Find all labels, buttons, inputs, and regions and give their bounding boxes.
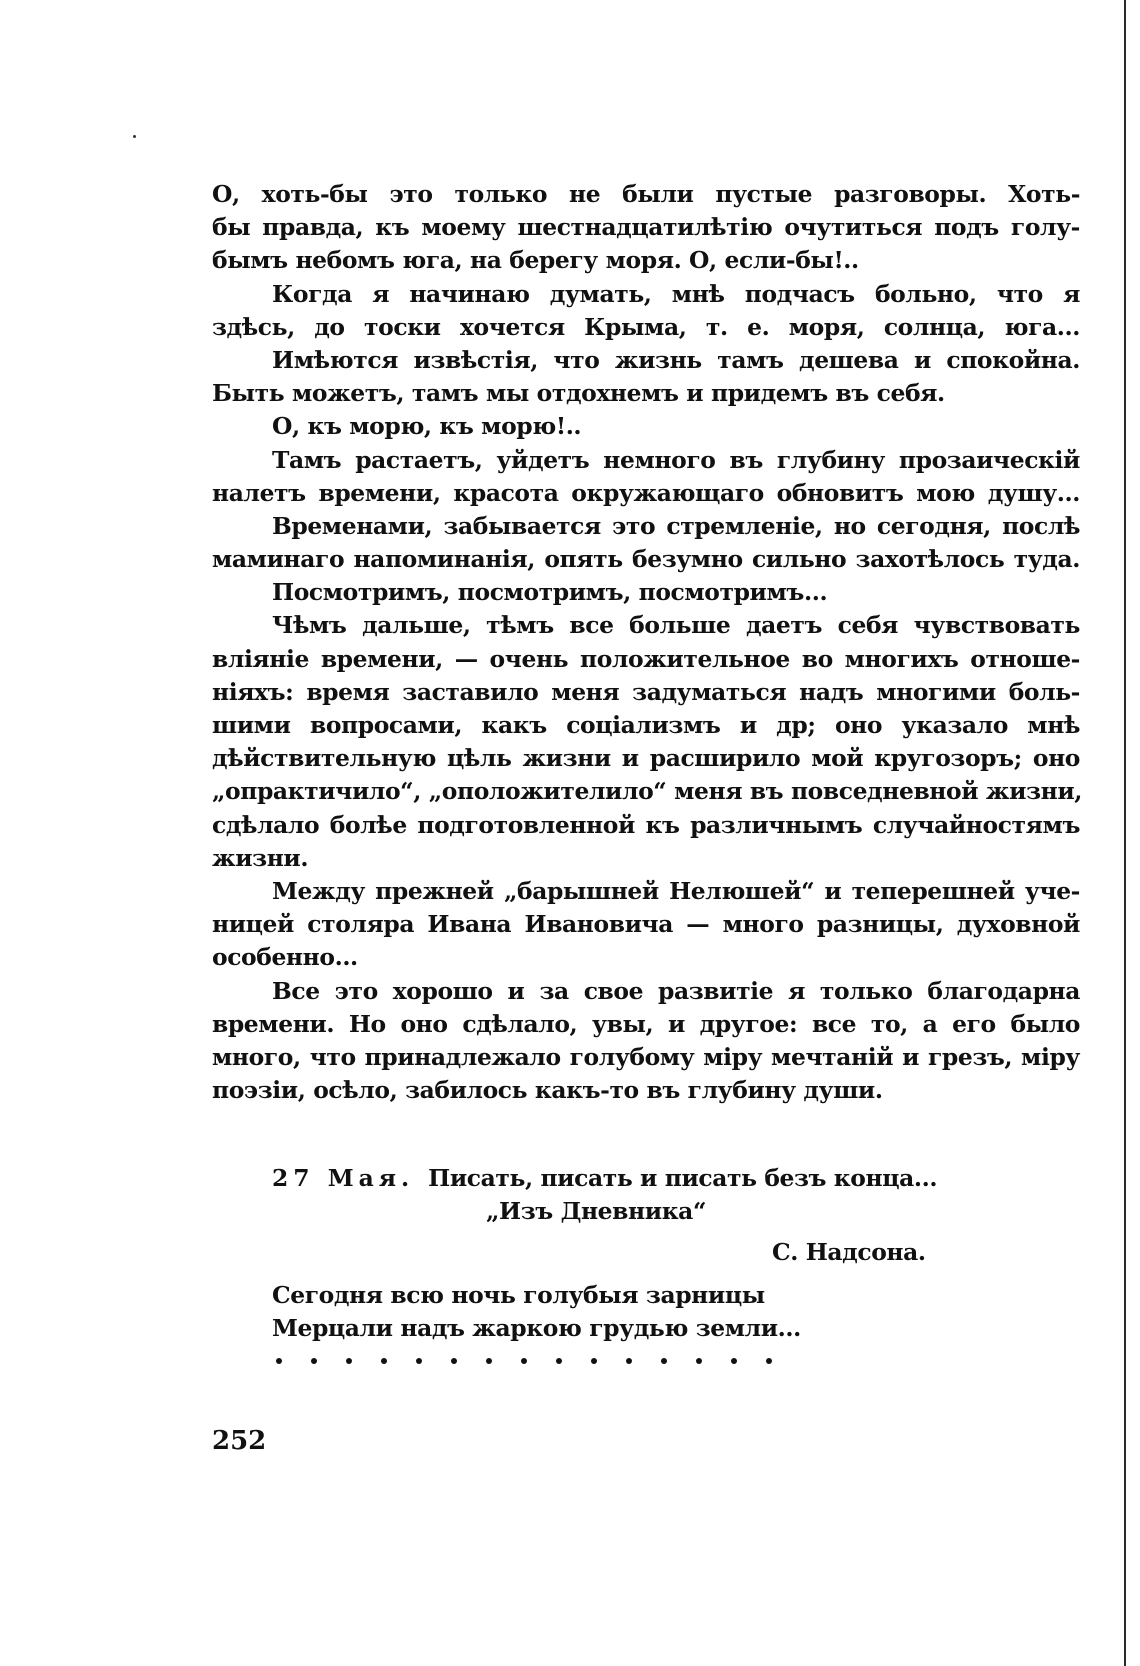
- body-line: времени. Но оно сдѣлало, увы, и другое: все то, а его было: [212, 1009, 1080, 1038]
- diary-entry: [272, 1162, 972, 1345]
- ellipsis-dot: [591, 1358, 597, 1364]
- body-line: налетъ времени, красота окружающаго обновитъ мою душу...: [212, 478, 1080, 507]
- ellipsis-dot: [451, 1358, 457, 1364]
- body-line: „опрактичило“, „оположителило“ меня въ повседневной жизни,: [212, 777, 1083, 806]
- body-line: Быть можетъ, тамъ мы отдохнемъ и придемъ въ себя.: [212, 379, 945, 408]
- ellipsis-dot: [311, 1358, 317, 1364]
- epigraph-title: „Изъ Дневника“: [486, 1197, 706, 1225]
- body-line: Все это хорошо и за свое развитіе я только благодарна: [272, 976, 1080, 1005]
- body-line: О, хоть-бы это только не были пустые разговоры. Хоть-: [212, 180, 1080, 208]
- page-number: 252: [212, 1426, 267, 1456]
- body-line: особенно...: [212, 943, 358, 972]
- scan-speck: [133, 135, 136, 138]
- body-line: маминаго напоминанія, опять безумно сильно захотѣлось туда.: [212, 545, 1080, 574]
- ellipsis-dot: [766, 1358, 772, 1364]
- ellipsis-dot: [696, 1358, 702, 1364]
- body-line: сдѣлало болѣе подготовленной къ различнымъ случайностямъ: [212, 810, 1080, 839]
- ellipsis-dot: [556, 1358, 562, 1364]
- ellipsis-dot: [381, 1358, 387, 1364]
- body-line: поэзіи, осѣло, забилось какъ-то въ глубину души.: [212, 1076, 883, 1105]
- body-line: Когда я начинаю думать, мнѣ подчасъ больно, что я: [272, 279, 1080, 308]
- epigraph-author: С. Надсона.: [772, 1238, 926, 1266]
- body-line: Тамъ растаетъ, уйдетъ немного въ глубину прозаическій: [272, 445, 1080, 474]
- ellipsis-dot: [626, 1358, 632, 1364]
- body-line: дѣйствительную цѣль жизни и расширило мой кругозоръ; оно: [212, 744, 1080, 773]
- entry-date: 27 Мая.: [272, 1164, 415, 1192]
- body-line: вліяніе времени, — очень положительное во многихъ отноше-: [212, 644, 1080, 673]
- body-line: Временами, забывается это стремленіе, но сегодня, послѣ: [272, 511, 1080, 540]
- ellipsis-dot: [521, 1358, 527, 1364]
- body-line: шими вопросами, какъ соціализмъ и др; оно указало мнѣ: [212, 711, 1080, 739]
- ellipsis-dot: [416, 1358, 422, 1364]
- body-line: О, къ морю, къ морю!..: [272, 412, 582, 441]
- body-line: бы правда, къ моему шестнадцатилѣтію очутиться подъ голу-: [212, 213, 1080, 242]
- body-line: ніяхъ: время заставило меня задуматься надъ многими боль-: [212, 677, 1080, 706]
- scan-page-edge: [1124, 0, 1126, 1666]
- body-line: жизни.: [212, 843, 309, 872]
- ellipsis-dot: [731, 1358, 737, 1364]
- body-line: Имѣются извѣстія, что жизнь тамъ дешева и спокойна.: [272, 345, 1080, 374]
- body-line: Посмотримъ, посмотримъ, посмотримъ...: [272, 578, 828, 607]
- entry-heading: [272, 1162, 972, 1195]
- ellipsis-dot: [346, 1358, 352, 1364]
- verse-line: Мерцали надъ жаркою грудью земли...: [272, 1314, 801, 1342]
- ellipsis-dots-row: [276, 1358, 772, 1382]
- body-line: ницей столяра Ивана Ивановича — много разницы, духовной: [212, 910, 1080, 939]
- ellipsis-dot: [276, 1358, 282, 1364]
- ellipsis-dot: [486, 1358, 492, 1364]
- body-line: здѣсь, до тоски хочется Крыма, т. е. моря, солнца, юга...: [212, 312, 1080, 341]
- body-line: Чѣмъ дальше, тѣмъ все больше даетъ себя чувствовать: [272, 611, 1080, 640]
- body-line: Между прежней „барышней Нелюшей“ и теперешней уче-: [272, 876, 1080, 905]
- ellipsis-dot: [661, 1358, 667, 1364]
- verse-line: Сегодня всю ночь голубыя зарницы: [272, 1281, 765, 1309]
- entry-text: Писать, писать и писать безъ конца...: [428, 1164, 938, 1192]
- diary-page-text: [212, 178, 1083, 1107]
- body-line: много, что принадлежало голубому міру мечтаній и грезъ, міру: [212, 1042, 1080, 1071]
- body-line: бымъ небомъ юга, на берегу моря. О, если-бы!..: [212, 246, 859, 275]
